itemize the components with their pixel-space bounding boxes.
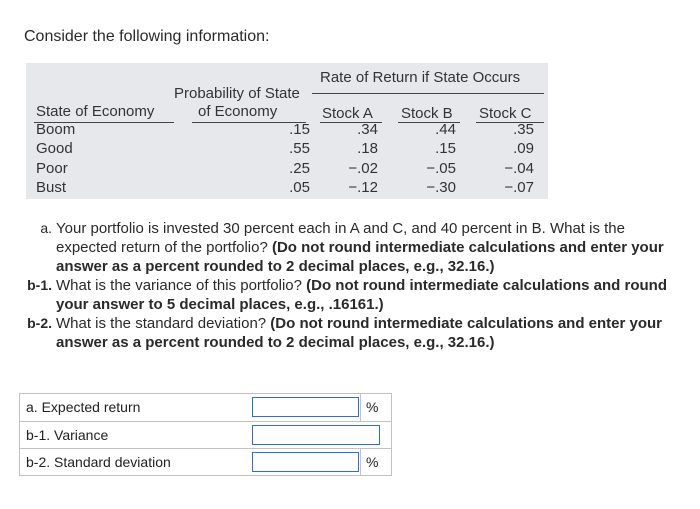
standard-deviation-input[interactable]	[252, 452, 359, 472]
stock-a-cell: −.02	[348, 160, 378, 177]
percent-unit: %	[366, 454, 379, 470]
column-divider	[360, 394, 361, 421]
answer-label: b-1. Variance	[26, 427, 109, 443]
question-instruction: (Do not round intermediate calculations and enter your answer as a percent rounded to 2 decimal places, e.g., 32.16.)	[56, 239, 664, 275]
question-text: What is the variance of this portfolio?	[56, 277, 302, 294]
expected-return-input[interactable]	[252, 397, 359, 417]
returns-table	[26, 63, 548, 199]
answer-label: a. Expected return	[26, 399, 141, 415]
stock-b-cell: −.30	[426, 179, 456, 196]
state-header: State of Economy	[36, 103, 155, 120]
stock-c-header: Stock C	[479, 105, 532, 122]
stock-b-header: Stock B	[401, 105, 453, 122]
question-label: b-1.	[27, 277, 52, 293]
stock-c-cell: −.04	[504, 160, 534, 177]
answer-row-expected-return	[20, 394, 391, 421]
state-cell: Boom	[36, 121, 76, 138]
question-label: a.	[40, 220, 52, 236]
answer-row-standard-deviation	[20, 448, 391, 476]
state-cell: Bust	[36, 179, 67, 196]
probability-header-line2: of Economy	[198, 103, 278, 120]
probability-header-line1: Probability of State	[174, 85, 300, 102]
question-b1	[18, 276, 678, 314]
question-b2	[18, 314, 678, 352]
stock-c-cell: −.07	[504, 179, 534, 196]
stock-a-cell: .34	[357, 121, 378, 138]
stock-c-cell: .35	[513, 121, 534, 138]
question-label: b-2.	[27, 315, 52, 331]
variance-input[interactable]	[252, 425, 380, 445]
question-text: Your portfolio is invested 30 percent each in A and C, and 40 percent in B. What is the expected return of the portfolio?	[56, 220, 625, 256]
question-list	[18, 219, 678, 352]
state-cell: Poor	[36, 160, 68, 177]
rate-of-return-header: Rate of Return if State Occurs	[320, 69, 521, 86]
stock-b-cell: .15	[435, 140, 456, 157]
probability-cell: .55	[289, 140, 310, 157]
stock-a-cell: .18	[357, 140, 378, 157]
probability-cell: .15	[289, 121, 310, 138]
stock-a-cell: −.12	[348, 179, 378, 196]
question-text: What is the standard deviation?	[56, 315, 267, 332]
table-row	[26, 140, 548, 159]
answer-table	[19, 393, 392, 476]
table-row	[26, 121, 548, 140]
state-cell: Good	[36, 140, 73, 157]
answer-row-variance	[20, 421, 391, 449]
stock-b-cell: −.05	[426, 160, 456, 177]
answer-label: b-2. Standard deviation	[26, 454, 171, 470]
percent-unit: %	[366, 399, 379, 415]
column-divider	[360, 449, 361, 476]
table-row	[26, 160, 548, 179]
stock-a-header: Stock A	[322, 105, 373, 122]
question-instruction: (Do not round intermediate calculations and enter your answer as a percent rounded to 2 decimal places, e.g., 32.16.)	[56, 315, 663, 351]
rate-header-rule	[312, 93, 544, 94]
intro-text: Consider the following information:	[24, 28, 270, 45]
question-instruction: (Do not round intermediate calculations and round your answer to 5 decimal places, e.g., .16161.)	[56, 277, 667, 313]
probability-cell: .25	[289, 160, 310, 177]
probability-cell: .05	[289, 179, 310, 196]
stock-b-cell: .44	[435, 121, 456, 138]
table-row	[26, 179, 548, 198]
stock-c-cell: .09	[513, 140, 534, 157]
question-a	[18, 219, 678, 276]
